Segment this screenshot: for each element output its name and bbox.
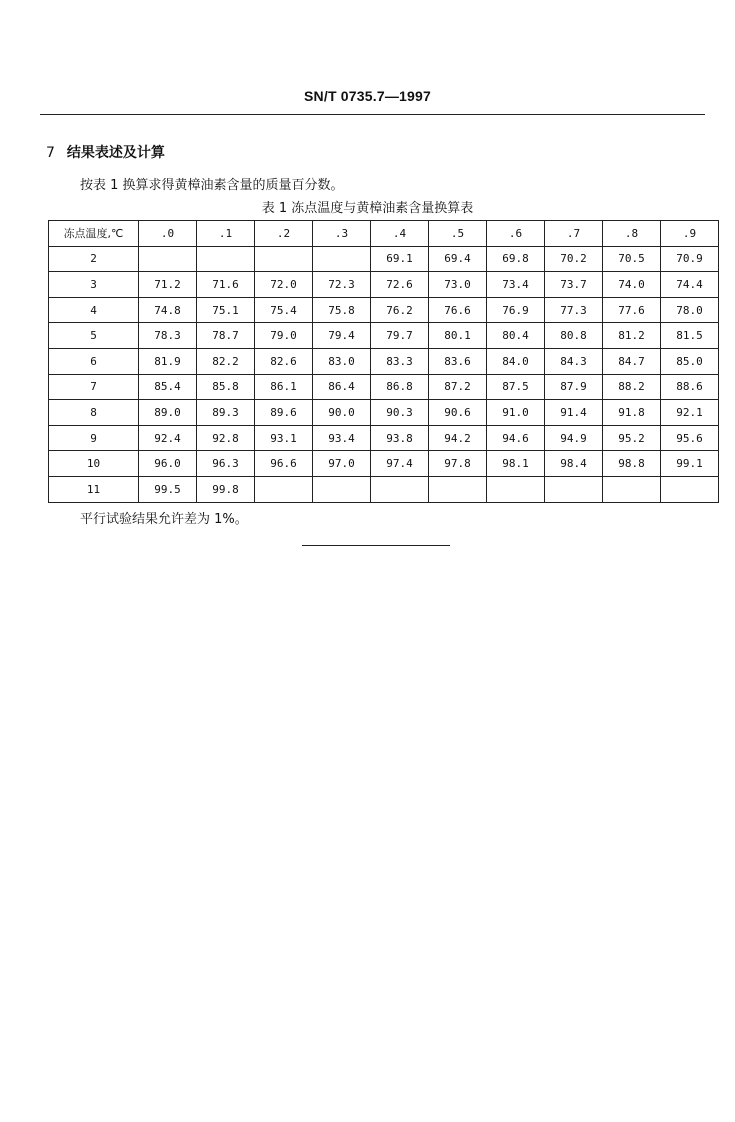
corner-header: 冻点温度,℃ — [49, 221, 139, 247]
table-cell: 76.9 — [487, 297, 545, 323]
table-cell: 98.1 — [487, 451, 545, 477]
table-cell: 84.3 — [545, 348, 603, 374]
table-cell — [313, 476, 371, 502]
table-cell: 77.6 — [603, 297, 661, 323]
table-cell: 86.8 — [371, 374, 429, 400]
table-cell: 99.1 — [661, 451, 719, 477]
table-cell: 96.0 — [139, 451, 197, 477]
table-cell: 87.9 — [545, 374, 603, 400]
table-cell: 97.0 — [313, 451, 371, 477]
table-cell: 95.6 — [661, 425, 719, 451]
column-header: .0 — [139, 221, 197, 247]
table-cell: 79.7 — [371, 323, 429, 349]
table-cell: 72.0 — [255, 272, 313, 298]
table-cell: 89.0 — [139, 400, 197, 426]
table-cell — [487, 476, 545, 502]
table-cell: 79.4 — [313, 323, 371, 349]
document-header: SN/T 0735.7—1997 — [304, 88, 431, 104]
table-cell: 85.4 — [139, 374, 197, 400]
table-cell: 83.0 — [313, 348, 371, 374]
table-cell — [255, 246, 313, 272]
table-cell: 82.2 — [197, 348, 255, 374]
column-header: .2 — [255, 221, 313, 247]
table-cell: 70.5 — [603, 246, 661, 272]
table-cell: 69.8 — [487, 246, 545, 272]
column-header: .7 — [545, 221, 603, 247]
table-cell: 95.2 — [603, 425, 661, 451]
table-cell: 81.2 — [603, 323, 661, 349]
table-cell: 91.4 — [545, 400, 603, 426]
table-cell: 78.3 — [139, 323, 197, 349]
table-cell: 92.4 — [139, 425, 197, 451]
row-label: 3 — [49, 272, 139, 298]
table-cell: 72.3 — [313, 272, 371, 298]
table-cell: 89.6 — [255, 400, 313, 426]
table-cell: 74.8 — [139, 297, 197, 323]
table-cell — [545, 476, 603, 502]
table-cell: 84.7 — [603, 348, 661, 374]
tolerance-note: 平行试验结果允许差为 1%。 — [80, 512, 248, 527]
table-cell: 69.1 — [371, 246, 429, 272]
column-header: .6 — [487, 221, 545, 247]
table-cell: 70.9 — [661, 246, 719, 272]
section-number: 7 — [46, 145, 55, 161]
column-header: .3 — [313, 221, 371, 247]
table-cell: 85.0 — [661, 348, 719, 374]
table-cell: 78.7 — [197, 323, 255, 349]
table-cell: 77.3 — [545, 297, 603, 323]
row-label: 5 — [49, 323, 139, 349]
row-label: 9 — [49, 425, 139, 451]
column-header: .4 — [371, 221, 429, 247]
table-cell: 92.8 — [197, 425, 255, 451]
table-cell: 75.4 — [255, 297, 313, 323]
table-cell: 82.6 — [255, 348, 313, 374]
table-cell: 78.0 — [661, 297, 719, 323]
table-cell: 93.8 — [371, 425, 429, 451]
table-cell: 86.4 — [313, 374, 371, 400]
table-cell: 73.7 — [545, 272, 603, 298]
table-cell: 79.0 — [255, 323, 313, 349]
table-cell — [371, 476, 429, 502]
table-cell — [197, 246, 255, 272]
table-cell: 99.8 — [197, 476, 255, 502]
table-cell: 86.1 — [255, 374, 313, 400]
table-caption: 表 1 冻点温度与黄樟油素含量换算表 — [261, 201, 474, 216]
table-cell: 80.4 — [487, 323, 545, 349]
table-row — [49, 272, 719, 298]
table-cell: 90.0 — [313, 400, 371, 426]
table-cell: 97.8 — [429, 451, 487, 477]
table-row — [49, 348, 719, 374]
table-cell: 70.2 — [545, 246, 603, 272]
table-row — [49, 476, 719, 502]
table-cell: 91.8 — [603, 400, 661, 426]
table-cell: 90.3 — [371, 400, 429, 426]
table-cell: 71.6 — [197, 272, 255, 298]
row-label: 6 — [49, 348, 139, 374]
intro-paragraph: 按表 1 换算求得黄樟油素含量的质量百分数。 — [80, 178, 344, 193]
table-cell: 92.1 — [661, 400, 719, 426]
table-row — [49, 374, 719, 400]
table-cell: 75.1 — [197, 297, 255, 323]
row-label: 10 — [49, 451, 139, 477]
table-cell: 88.2 — [603, 374, 661, 400]
table-cell: 91.0 — [487, 400, 545, 426]
table-cell: 83.6 — [429, 348, 487, 374]
column-header: .9 — [661, 221, 719, 247]
column-header: .1 — [197, 221, 255, 247]
table-cell — [661, 476, 719, 502]
table-cell: 94.9 — [545, 425, 603, 451]
table-header-row — [49, 221, 719, 247]
row-label: 4 — [49, 297, 139, 323]
table-cell: 74.0 — [603, 272, 661, 298]
table-cell: 90.6 — [429, 400, 487, 426]
table-cell: 73.4 — [487, 272, 545, 298]
header-rule — [40, 114, 705, 115]
table-cell: 80.8 — [545, 323, 603, 349]
table-cell: 76.6 — [429, 297, 487, 323]
row-label: 11 — [49, 476, 139, 502]
table-cell: 94.6 — [487, 425, 545, 451]
section-title: 结果表述及计算 — [66, 145, 165, 161]
end-rule — [302, 545, 450, 546]
table-cell: 93.1 — [255, 425, 313, 451]
conversion-table-container — [48, 220, 719, 503]
table-cell: 96.6 — [255, 451, 313, 477]
table-row — [49, 451, 719, 477]
table-cell — [255, 476, 313, 502]
table-cell: 97.4 — [371, 451, 429, 477]
table-cell: 96.3 — [197, 451, 255, 477]
table-cell: 84.0 — [487, 348, 545, 374]
table-cell — [313, 246, 371, 272]
table-cell: 76.2 — [371, 297, 429, 323]
table-cell: 75.8 — [313, 297, 371, 323]
table-cell: 93.4 — [313, 425, 371, 451]
table-cell: 98.8 — [603, 451, 661, 477]
table-cell: 87.2 — [429, 374, 487, 400]
table-cell: 87.5 — [487, 374, 545, 400]
table-row — [49, 246, 719, 272]
table-cell: 74.4 — [661, 272, 719, 298]
table-cell: 71.2 — [139, 272, 197, 298]
table-cell: 88.6 — [661, 374, 719, 400]
table-cell: 80.1 — [429, 323, 487, 349]
conversion-table — [48, 220, 719, 503]
table-cell: 99.5 — [139, 476, 197, 502]
table-cell: 83.3 — [371, 348, 429, 374]
table-cell: 81.5 — [661, 323, 719, 349]
table-cell — [139, 246, 197, 272]
table-body — [49, 246, 719, 502]
section-heading — [46, 142, 165, 162]
table-cell: 85.8 — [197, 374, 255, 400]
table-row — [49, 425, 719, 451]
table-cell — [429, 476, 487, 502]
table-cell — [603, 476, 661, 502]
table-cell: 69.4 — [429, 246, 487, 272]
table-cell: 94.2 — [429, 425, 487, 451]
row-label: 8 — [49, 400, 139, 426]
table-cell: 89.3 — [197, 400, 255, 426]
table-cell: 81.9 — [139, 348, 197, 374]
column-header: .8 — [603, 221, 661, 247]
row-label: 2 — [49, 246, 139, 272]
column-header: .5 — [429, 221, 487, 247]
table-cell: 98.4 — [545, 451, 603, 477]
table-row — [49, 323, 719, 349]
table-cell: 73.0 — [429, 272, 487, 298]
table-cell: 72.6 — [371, 272, 429, 298]
table-row — [49, 297, 719, 323]
table-row — [49, 400, 719, 426]
row-label: 7 — [49, 374, 139, 400]
